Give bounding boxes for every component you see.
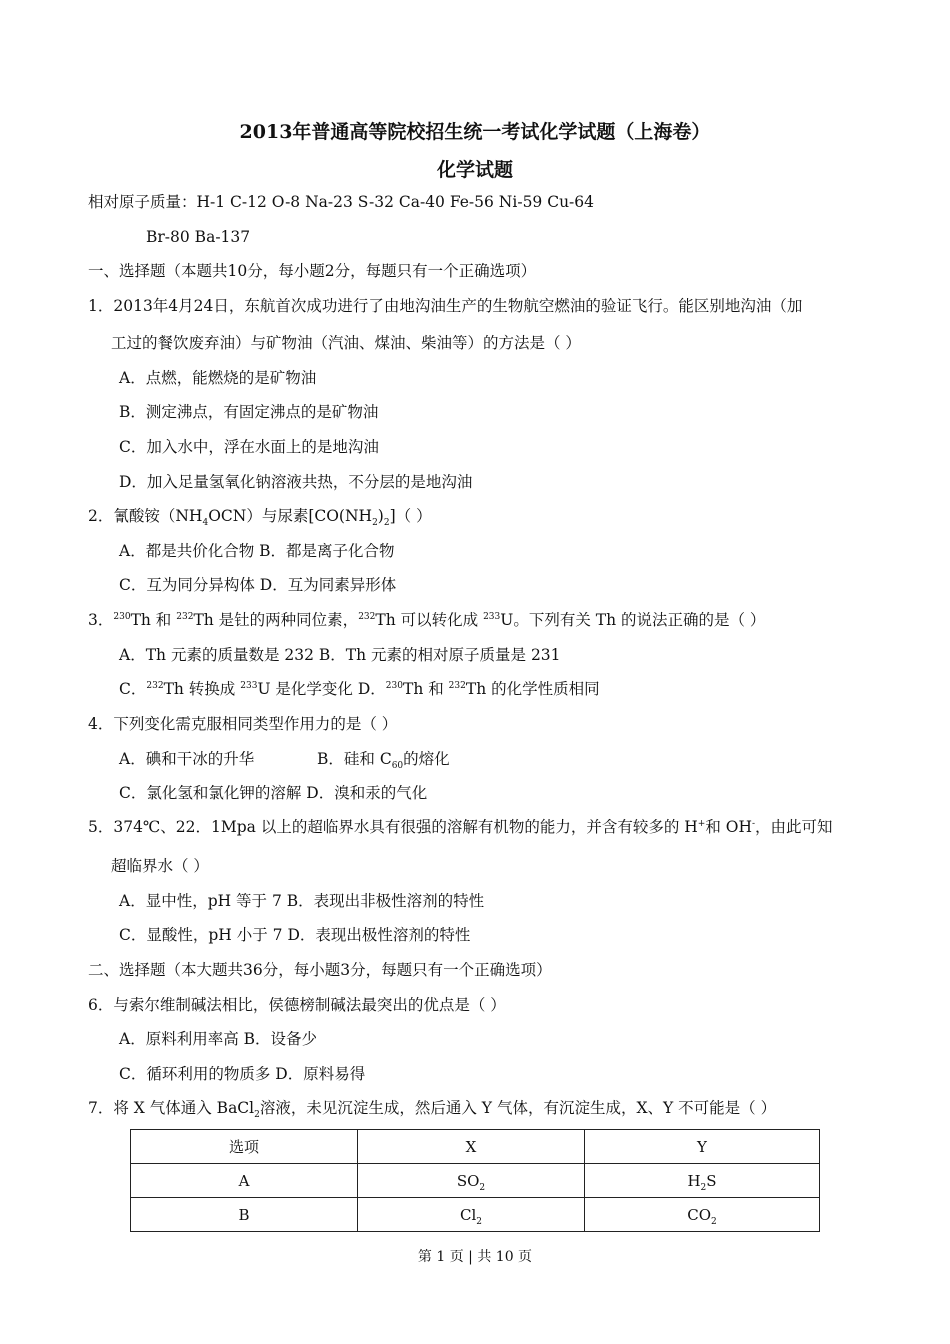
- table-row: [131, 1198, 820, 1232]
- question-6-stem: 6．与索尔维制碱法相比，侯德榜制碱法最突出的优点是（ ）: [88, 996, 506, 1014]
- table-header-cell: Y: [585, 1130, 820, 1164]
- question-7-stem: 7．将 X 气体通入 BaCl$_2$溶液，未见沉淀生成，然后通入 Y 气体，有沉淀生成，X、Y 不可能是（ ）: [88, 1099, 777, 1121]
- table-cell-option: A: [131, 1164, 358, 1198]
- question-3-options-cd: C．$^{232}$Th 转换成 $^{233}$U 是化学变化 D．$^{230}$Th 和 $^{232}$Th 的化学性质相同: [119, 680, 600, 698]
- question-4-stem: 4．下列变化需克服相同类型作用力的是（ ）: [88, 715, 398, 733]
- page-title: 2013年普通高等院校招生统一考试化学试题（上海卷）: [239, 121, 711, 143]
- table-cell-y: $H_2S$: [585, 1164, 820, 1198]
- atomic-masses-line2: Br-80 Ba-137: [146, 228, 251, 246]
- question-1-option-a: A．点燃，能燃烧的是矿物油: [119, 369, 317, 387]
- question-3-options-ab: A．Th 元素的质量数是 232 B．Th 元素的相对原子质量是 231: [119, 646, 561, 664]
- question-5-options-cd: C．显酸性，pH 小于 7 D．表现出极性溶剂的特性: [119, 926, 471, 944]
- table-header-cell: 选项: [131, 1130, 358, 1164]
- question-1-option-b: B．测定沸点，有固定沸点的是矿物油: [119, 403, 379, 421]
- page-subtitle: 化学试题: [436, 159, 513, 181]
- question-5-stem: 5．374℃、22．1Mpa 以上的超临界水具有很强的溶解有机物的能力，并含有较多的 H+和 OH-，由此可知: [88, 818, 833, 836]
- table-cell-x: $Cl_2$: [358, 1198, 585, 1232]
- table-row: [131, 1164, 820, 1198]
- table-header-cell: X: [358, 1130, 585, 1164]
- section-1-heading: 一、选择题（本题共10分，每小题2分，每题只有一个正确选项）: [88, 262, 537, 280]
- table-header-row: [131, 1130, 820, 1164]
- question-1-option-c: C．加入水中，浮在水面上的是地沟油: [119, 438, 379, 456]
- question-2-options-ab: A．都是共价化合物 B．都是离子化合物: [119, 542, 395, 560]
- table-cell-option: B: [131, 1198, 358, 1232]
- question-4-options-cd: C．氯化氢和氯化钾的溶解 D．溴和汞的气化: [119, 784, 428, 802]
- table-cell-y: $CO_2$: [585, 1198, 820, 1232]
- question-6-options-ab: A．原料利用率高 B．设备少: [119, 1030, 318, 1048]
- question-2-options-cd: C．互为同分异构体 D．互为同素异形体: [119, 576, 397, 594]
- question-4-option-b: B．硅和 $C_{60}$的熔化: [317, 750, 450, 772]
- question-6-options-cd: C．循环利用的物质多 D．原料易得: [119, 1065, 366, 1083]
- question-1-option-d: D．加入足量氢氧化钠溶液共热，不分层的是地沟油: [119, 473, 473, 491]
- question-2-stem: 2．氰酸铵$(NH_4OCN)$与尿素$[CO(NH_2)_2]$（ ）: [88, 507, 432, 529]
- question-1-stem: 1．2013年4月24日，东航首次成功进行了由地沟油生产的生物航空燃油的验证飞行。能区别地沟油（加: [88, 297, 803, 315]
- question-5-options-ab: A．显中性，pH 等于 7 B．表现出非极性溶剂的特性: [119, 892, 485, 910]
- question-1-stem-cont: 工过的餐饮废弃油）与矿物油（汽油、煤油、柴油等）的方法是（ ）: [111, 334, 581, 352]
- atomic-masses-line1: 相对原子质量：H-1 C-12 O-8 Na-23 S-32 Ca-40 Fe-56 Ni-59 Cu-64: [88, 193, 595, 211]
- question-7-table: [130, 1129, 820, 1232]
- question-5-stem-cont: 超临界水（ ）: [111, 857, 209, 875]
- section-2-heading: 二、选择题（本大题共36分，每小题3分，每题只有一个正确选项）: [88, 961, 552, 979]
- question-4-option-a: A．碘和干冰的升华: [119, 750, 255, 768]
- question-3-stem: 3．$^{230}$Th 和 $^{232}$Th 是钍的两种同位素，$^{232}$Th 可以转化成 $^{233}$U。下列有关 Th 的说法正确的是（ ）: [88, 611, 766, 629]
- table-cell-x: $SO_2$: [358, 1164, 585, 1198]
- page-footer: 第 1 页 | 共 10 页: [417, 1249, 533, 1265]
